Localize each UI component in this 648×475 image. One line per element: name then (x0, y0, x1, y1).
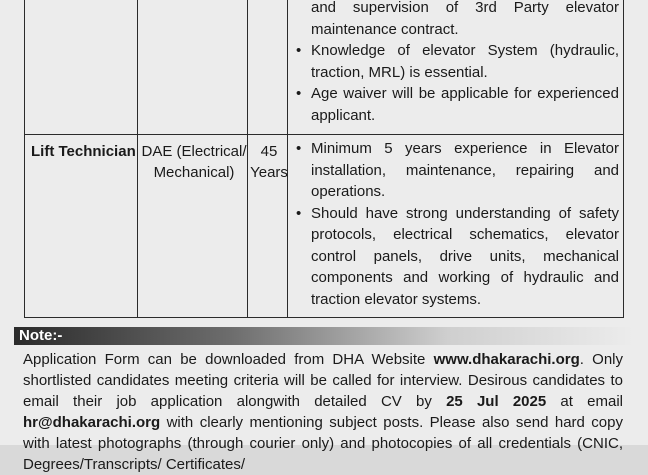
row-1-requirements (295, 0, 619, 126)
jobs-table (24, 0, 624, 318)
age-limit-cell (249, 141, 289, 183)
column-divider (137, 0, 138, 317)
note-label: Note:- (19, 327, 63, 344)
bullet-item: • Minimum 5 years experience in Elevator installation, maintenance, repairing and operations. (295, 138, 619, 203)
bullet-item: • Knowledge of elevator System (hydraulic, traction, MRL) is essential. (295, 40, 619, 83)
note-text: Application Form can be downloaded from DHA Website (23, 351, 434, 368)
qualification-line: DAE (Electrical/ (141, 143, 247, 160)
age-unit: Years (250, 164, 288, 181)
website-link[interactable]: www.dhakarachi.org (433, 351, 580, 368)
email-address[interactable]: hr@dhakarachi.org (23, 414, 161, 431)
bullet-item: • Age waiver will be applicable for experienced applicant. (295, 83, 619, 126)
bullet-item: • Should have strong understanding of safety protocols, electrical schematics, elevator control panels, drive units, mechanical components and working of hydraulic and traction elevator systems. (295, 203, 619, 311)
note-text: with clearly mentioning subject posts. Please also send hard copy with latest photographs (through courier only) and photocopies of all credentials (CNIC, Degrees/Transcripts/ Certificates/ (23, 414, 623, 473)
qualification-cell (139, 141, 249, 183)
age-value: 45 (260, 143, 278, 160)
note-header-band (14, 327, 634, 345)
row-divider (25, 134, 623, 135)
bullet-continuation: and supervision of 3rd Party elevator maintenance contract. (311, 0, 619, 38)
job-title-lift-technician: Lift Technician (31, 143, 136, 160)
qualification-line: Mechanical) (153, 164, 235, 181)
row-2-requirements (295, 138, 619, 310)
note-body (23, 349, 623, 475)
note-text: . Only shortlisted candidates meeting criteria will be called for interview. Desirous candidates to email their job application alongwith detailed CV by (23, 351, 623, 410)
note-text: at email (546, 393, 623, 410)
application-deadline: 25 Jul 2025 (446, 393, 547, 410)
